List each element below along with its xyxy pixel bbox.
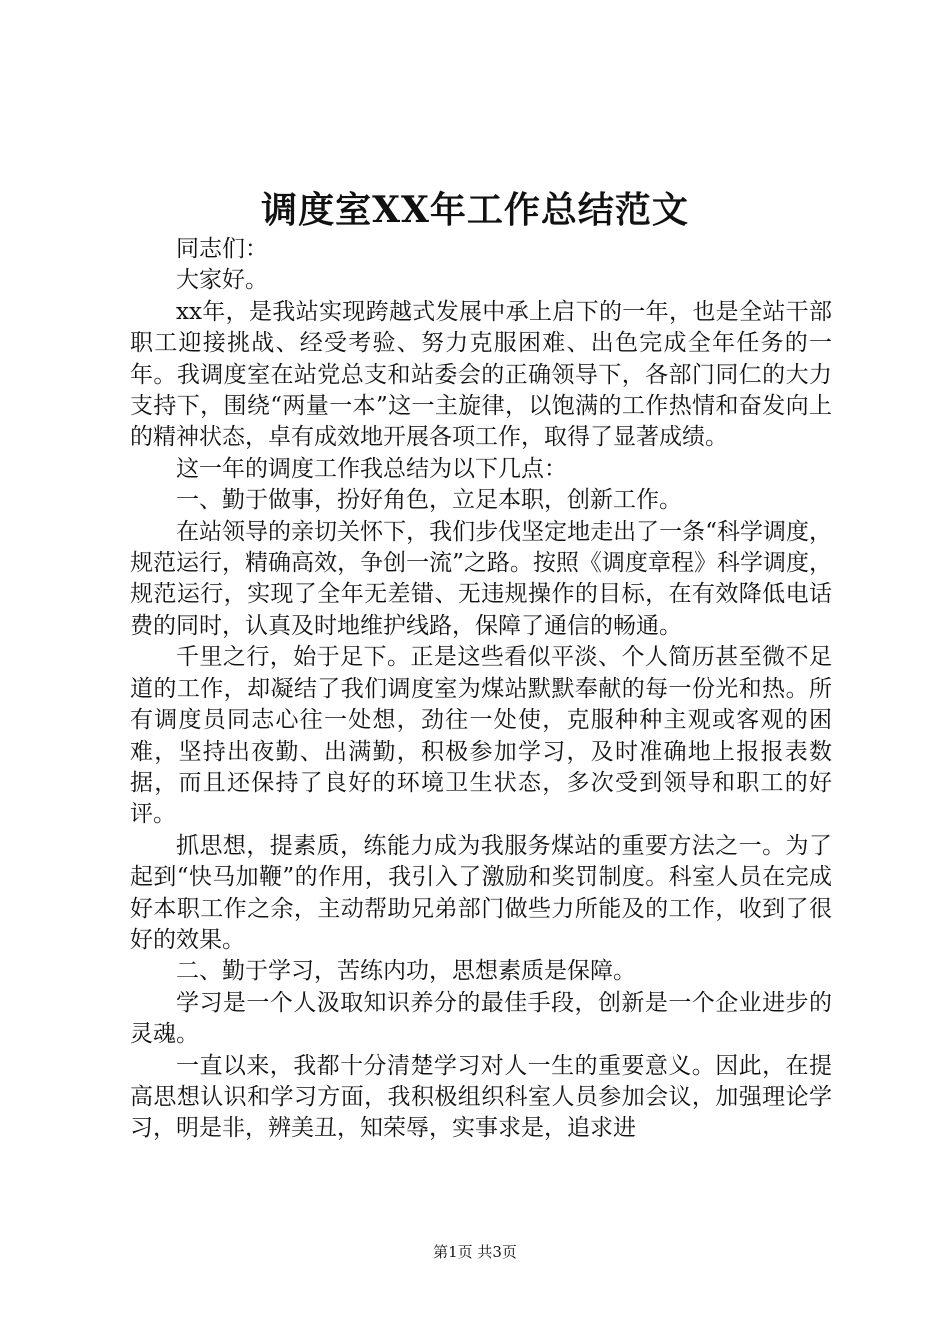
document-body (130, 234, 832, 1145)
section-heading: 一、勤于做事，扮好角色，立足本职，创新工作。 (176, 487, 682, 514)
body-paragraph: 在站领导的亲切关怀下，我们步伐坚定地走出了一条“科学调度，规范运行，精确高效，争创一流”之路。按照《调度章程》科学调度，规范运行，实现了全年无差错、无违规操作的目标，在有效降低电话费的同时，认真及时地维护线路，保障了通信的畅通。 (130, 518, 832, 639)
body-paragraph: 抓思想，提素质，练能力成为我服务煤站的重要方法之一。为了起到“快马加鞭”的作用，我引入了激励和奖罚制度。科室人员在完成好本职工作之余，主动帮助兄弟部门做些力所能及的工作，收到了很好的效果。 (130, 832, 832, 953)
body-paragraph: 千里之行，始于足下。正是这些看似平淡、个人简历甚至微不足道的工作，却凝结了我们调度室为煤站默默奉献的每一份光和热。所有调度员同志心往一处想，劲往一处使，克服种种主观或客观的困难，坚持出夜勤、出满勤，积极参加学习，及时准确地上报报表数据，而且还保持了良好的环境卫生状态，多次受到领导和职工的好评。 (130, 644, 832, 828)
body-paragraph: 学习是一个人汲取知识养分的最佳手段，创新是一个企业进步的灵魂。 (130, 989, 832, 1048)
document-title: 调度室XX年工作总结范文 (261, 189, 689, 231)
greeting: 大家好。 (176, 267, 268, 294)
body-paragraph: xx年，是我站实现跨越式发展中承上启下的一年，也是全站干部职工迎接挑战、经受考验、努力克服困难、出色完成全年任务的一年。我调度室在站党总支和站委会的正确领导下，各部门同仁的大力支持下，围绕“两量一本”这一主旋律，以饱满的工作热情和奋发向上的精神状态，卓有成效地开展各项工作，取得了显著成绩。 (130, 298, 832, 451)
body-paragraph: 这一年的调度工作我总结为以下几点： (176, 455, 567, 482)
salutation: 同志们： (176, 236, 268, 262)
section-heading: 二、勤于学习，苦练内功，思想素质是保障。 (176, 958, 636, 985)
page-footer: 第1页 共3页 (433, 1243, 517, 1261)
body-paragraph: 一直以来，我都十分清楚学习对人一生的重要意义。因此，在提高思想认识和学习方面，我积极组织科室人员参加会议，加强理论学习，明是非，辨美丑，知荣辱，实事求是，追求进 (130, 1052, 832, 1142)
